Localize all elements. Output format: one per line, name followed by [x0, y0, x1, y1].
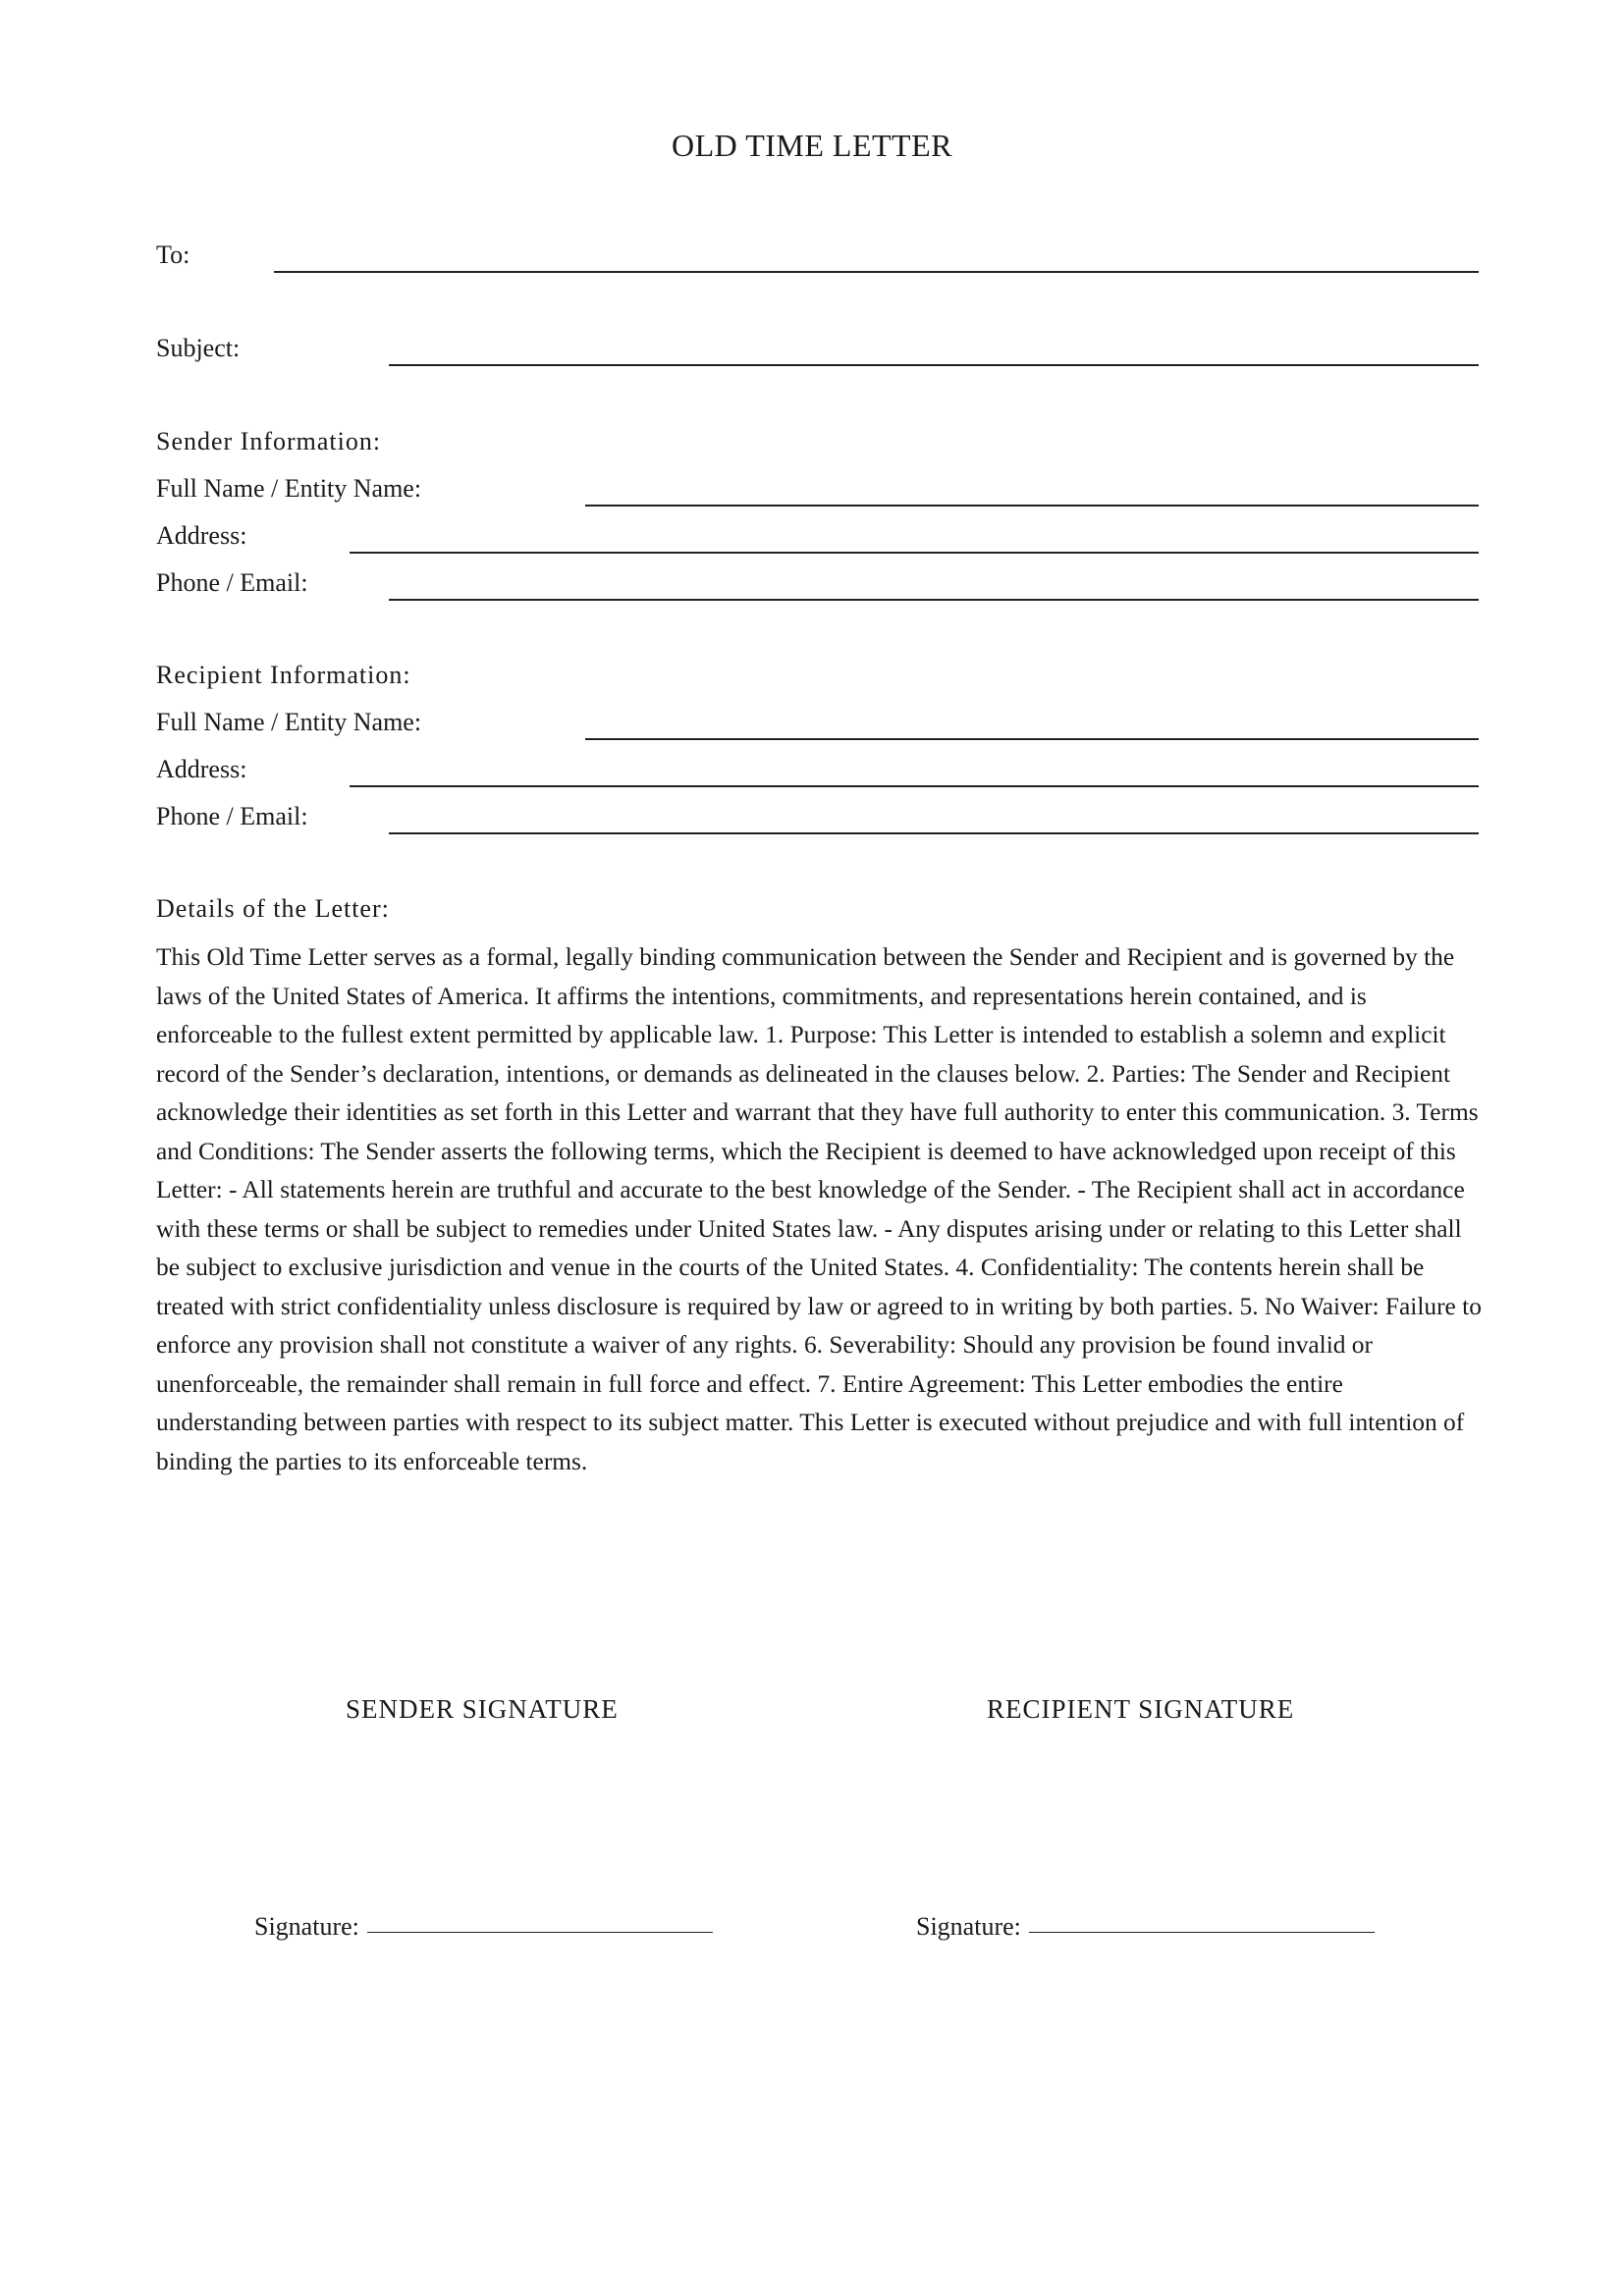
recipient-contact-label: Phone / Email: — [156, 802, 308, 830]
sender-signature-row — [254, 1910, 713, 1944]
subject-field[interactable] — [389, 364, 1479, 366]
recipient-signature-line[interactable] — [1029, 1932, 1375, 1933]
sender-info-heading: Sender Information: — [156, 427, 382, 455]
subject-label: Subject: — [156, 334, 241, 362]
recipient-signature-label: Signature: — [916, 1912, 1021, 1941]
details-heading: Details of the Letter: — [156, 894, 390, 923]
sender-contact-field[interactable] — [389, 599, 1479, 601]
to-label: To: — [156, 240, 190, 269]
recipient-contact-field[interactable] — [389, 832, 1479, 834]
document-title: OLD TIME LETTER — [672, 128, 952, 163]
sender-signature-label: Signature: — [254, 1912, 359, 1941]
sender-address-field[interactable] — [350, 552, 1479, 554]
sender-signature-line[interactable] — [367, 1932, 713, 1933]
recipient-signature-row — [916, 1910, 1375, 1944]
to-field[interactable] — [274, 271, 1479, 273]
sender-signature-heading: SENDER SIGNATURE — [346, 1694, 619, 1724]
recipient-signature-heading: RECIPIENT SIGNATURE — [987, 1694, 1295, 1724]
sender-name-label: Full Name / Entity Name: — [156, 474, 422, 503]
recipient-name-label: Full Name / Entity Name: — [156, 708, 422, 736]
recipient-info-heading: Recipient Information: — [156, 661, 411, 689]
recipient-address-field[interactable] — [350, 785, 1479, 787]
details-body: This Old Time Letter serves as a formal, legally binding communication between the Sender and Recipient and is governed by the laws of the United States of America. It affirms the intentions, commitments, and representations herein contained, and is enforceable to the fullest extent permitted by applicable law. 1. Purpose: This Letter is intended to establish a solemn and explicit record of the Sender’s declaration, intentions, or demands as delineated in the clauses below. 2. Parties: The Sender and Recipient acknowledge their identities as set forth in this Letter and warrant that they have full authority to enter this communication. 3. Terms and Conditions: The Sender asserts the following terms, which the Recipient is deemed to have acknowledged upon receipt of this Letter: - All statements herein are truthful and accurate to the best knowledge of the Sender. - The Recipient shall act in accordance with these terms or shall be subject to remedies under United States law. - Any disputes arising under or relating to this Letter shall be subject to exclusive jurisdiction and venue in the courts of the United States. 4. Confidentiality: The contents herein shall be treated with strict confidentiality unless disclosure is required by law or agreed to in writing by both parties. 5. No Waiver: Failure to enforce any provision shall not constitute a waiver of any rights. 6. Severability: Should any provision be found invalid or unenforceable, the remainder shall remain in full force and effect. 7. Entire Agreement: This Letter embodies the entire understanding between parties with respect to its subject matter. This Letter is executed without prejudice and with full intention of binding the parties to its enforceable terms. — [156, 943, 1482, 1475]
recipient-name-field[interactable] — [585, 738, 1479, 740]
sender-contact-label: Phone / Email: — [156, 568, 308, 597]
recipient-address-label: Address: — [156, 755, 247, 783]
sender-address-label: Address: — [156, 521, 247, 550]
sender-name-field[interactable] — [585, 505, 1479, 507]
